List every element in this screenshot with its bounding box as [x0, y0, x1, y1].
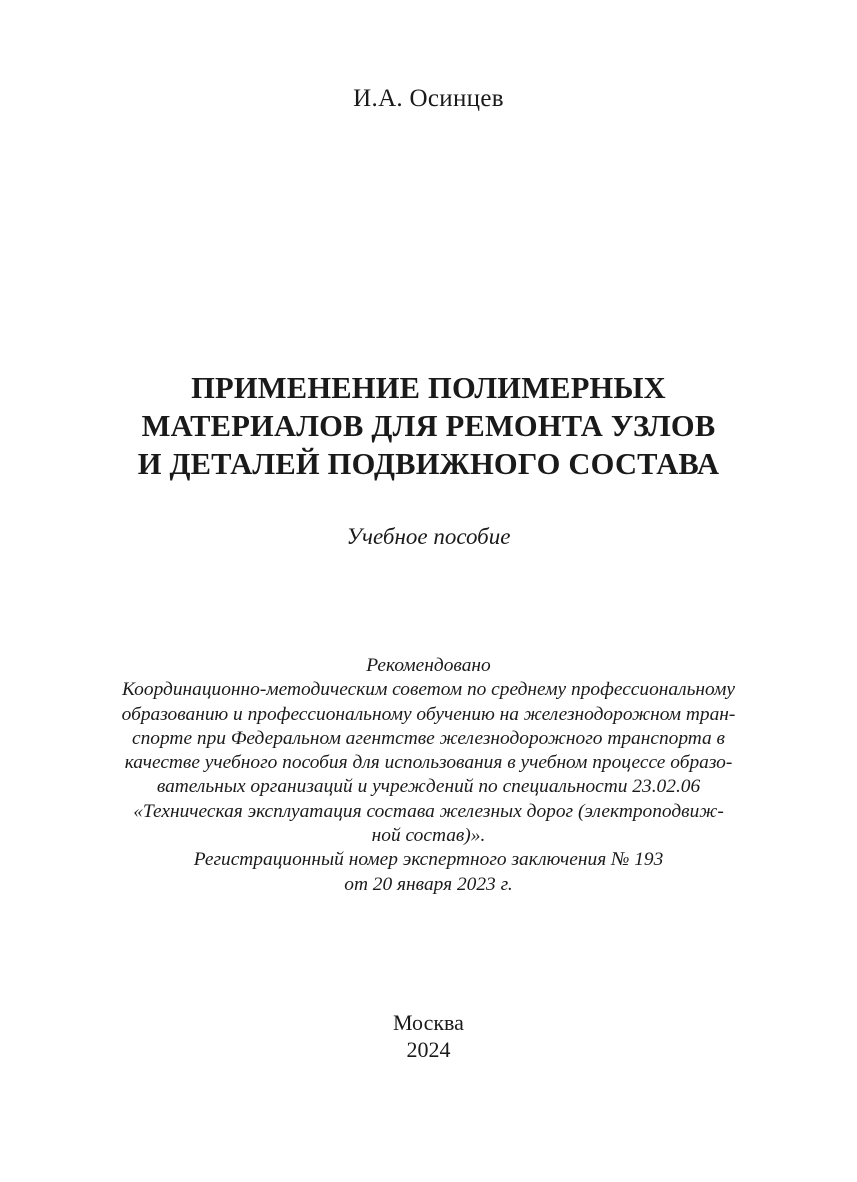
recommendation-line: Регистрационный номер экспертного заключения № 193	[193, 849, 664, 871]
recommendation-block	[0, 654, 857, 897]
recommendation-line: спорте при Федеральном агентстве железнодорожного транспорта в	[132, 727, 725, 749]
publication-year: 2024	[406, 1037, 451, 1062]
recommendation-line: качестве учебного пособия для использования в учебном процессе образо-	[124, 752, 733, 774]
recommendation-line: образованию и профессиональному обучению на железнодорожном тран-	[121, 703, 736, 725]
recommendation-line: вательных организаций и учреждений по специальности 23.02.06	[156, 776, 701, 798]
book-subtitle: Учебное пособие	[346, 524, 511, 549]
book-title-line: И ДЕТАЛЕЙ ПОДВИЖНОГО СОСТАВА	[137, 447, 720, 481]
book-title-line: ПРИМЕНЕНИЕ ПОЛИМЕРНЫХ	[191, 371, 666, 405]
recommendation-line: ной состав)».	[371, 825, 486, 847]
book-title	[0, 369, 857, 483]
book-title-line: МАТЕРИАЛОВ ДЛЯ РЕМОНТА УЗЛОВ	[141, 409, 716, 443]
author-name: И.А. Осинцев	[353, 85, 504, 112]
recommendation-line: Рекомендовано	[366, 655, 491, 676]
recommendation-line: Координационно-методическим советом по среднему профессиональному	[122, 679, 735, 701]
recommendation-line: от 20 января 2023 г.	[344, 873, 513, 895]
recommendation-line: «Техническая эксплуатация состава железных дорог (электроподвиж-	[133, 800, 724, 822]
publication-city: Москва	[393, 1010, 464, 1035]
publication-info	[0, 1009, 857, 1063]
